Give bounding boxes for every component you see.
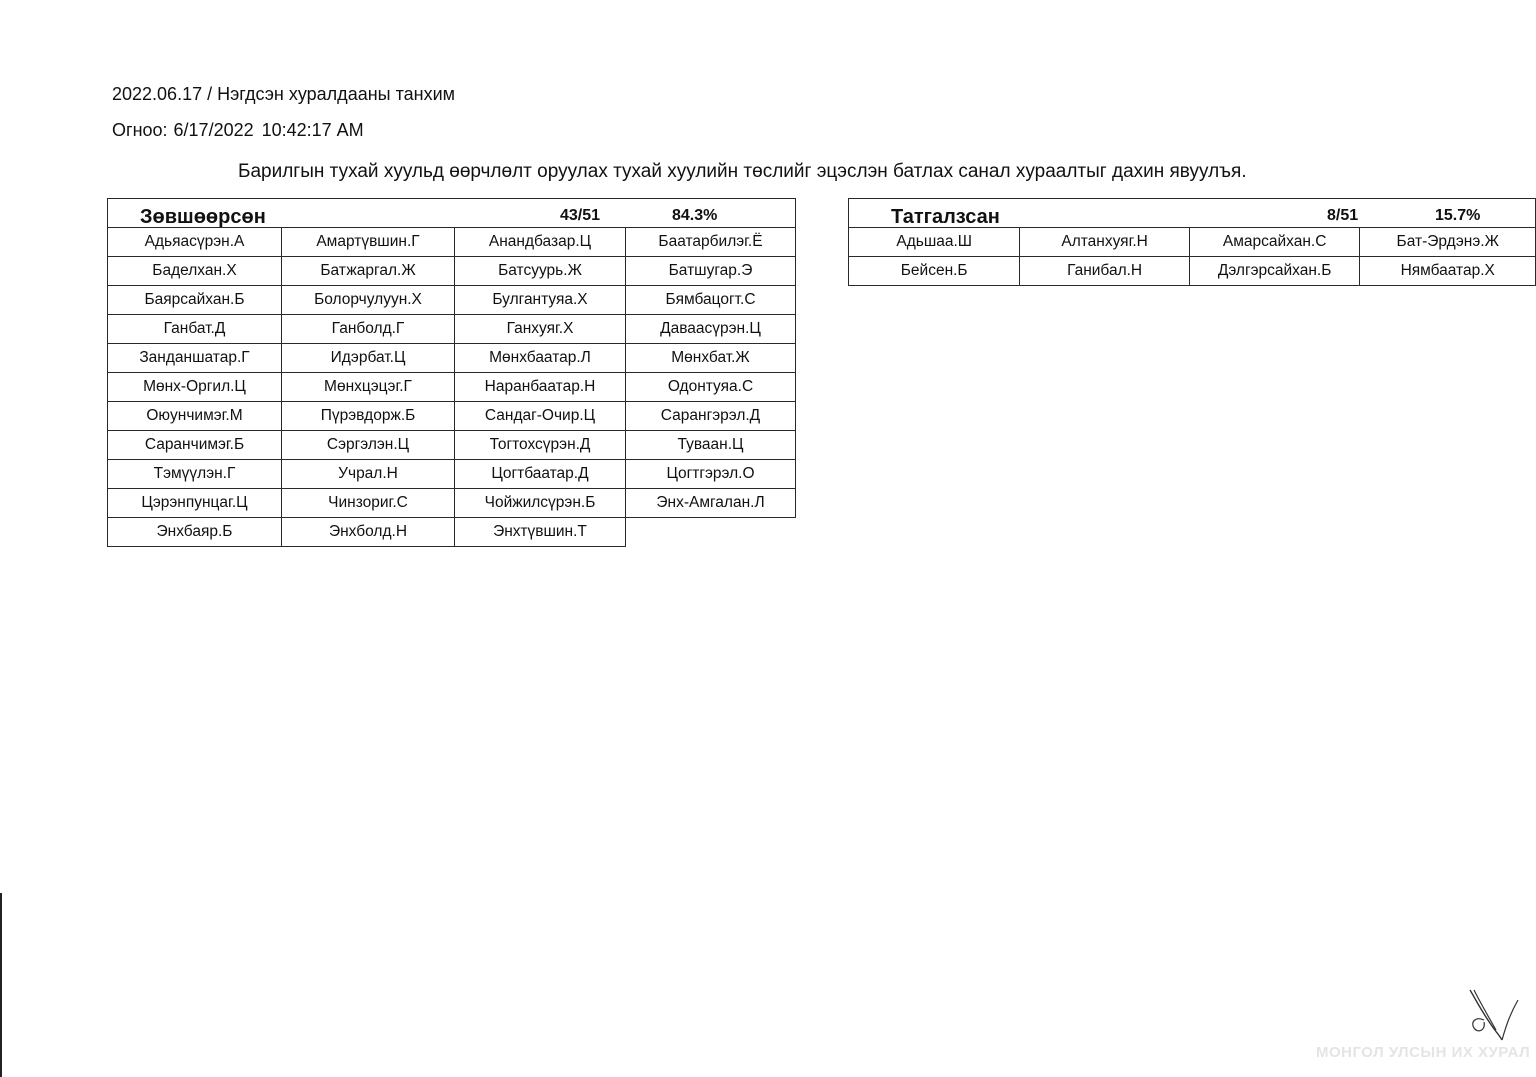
- approve-name-cell: Ганхуяг.Х: [455, 315, 626, 344]
- approve-name-cell: Тэмүүлэн.Г: [108, 460, 282, 489]
- approve-table: [107, 198, 796, 547]
- reject-name-cell: Алтанхуяг.Н: [1020, 228, 1189, 257]
- approve-name-cell: Идэрбат.Ц: [282, 344, 455, 373]
- approve-header-row: [108, 199, 796, 228]
- reject-row: [849, 257, 1536, 286]
- reject-header-row: [849, 199, 1536, 228]
- reject-name-cell: Ганибал.Н: [1020, 257, 1189, 286]
- approve-row: [108, 315, 796, 344]
- reject-table: [848, 198, 1536, 286]
- parliament-watermark: МОНГОЛ УЛСЫН ИХ ХУРАЛ: [1316, 1044, 1531, 1061]
- reject-row: [849, 228, 1536, 257]
- approve-name-cell: Энх-Амгалан.Л: [626, 489, 796, 518]
- approve-name-cell: Учрал.Н: [282, 460, 455, 489]
- reject-name-cell: Амарсайхан.С: [1189, 228, 1360, 257]
- approve-name-cell: Туваан.Ц: [626, 431, 796, 460]
- approve-name-cell: Сарангэрэл.Д: [626, 402, 796, 431]
- approve-name-cell: Пүрэвдорж.Б: [282, 402, 455, 431]
- approve-name-cell: Сандаг-Очир.Ц: [455, 402, 626, 431]
- approve-name-cell: Энхбаяр.Б: [108, 518, 282, 547]
- approve-name-cell: Чойжилсүрэн.Б: [455, 489, 626, 518]
- approve-name-cell: Цогтгэрэл.О: [626, 460, 796, 489]
- approve-name-cell: Баатарбилэг.Ё: [626, 228, 796, 257]
- approve-name-cell: Батшугар.Э: [626, 257, 796, 286]
- approve-row: [108, 228, 796, 257]
- approve-name-cell: Бямбацогт.С: [626, 286, 796, 315]
- approve-name-cell: Сэргэлэн.Ц: [282, 431, 455, 460]
- approve-name-cell: Батсуурь.Ж: [455, 257, 626, 286]
- approve-name-cell: Амартүвшин.Г: [282, 228, 455, 257]
- signature-icon: [1462, 986, 1522, 1046]
- time-value: 10:42:17 AM: [261, 120, 364, 140]
- date-value: 6/17/2022: [173, 120, 254, 140]
- approve-percent: 84.3%: [672, 207, 718, 224]
- approve-name-cell: Анандбазар.Ц: [455, 228, 626, 257]
- reject-name-cell: Нямбаатар.Х: [1360, 257, 1536, 286]
- approve-name-cell: Ганболд.Г: [282, 315, 455, 344]
- approve-row: [108, 344, 796, 373]
- approve-empty-cell: [626, 518, 796, 547]
- approve-name-cell: Энхтүвшин.Т: [455, 518, 626, 547]
- approve-row: [108, 286, 796, 315]
- approve-row: [108, 257, 796, 286]
- approve-row: [108, 373, 796, 402]
- approve-name-cell: Занданшатар.Г: [108, 344, 282, 373]
- approve-name-cell: Чинзориг.С: [282, 489, 455, 518]
- approve-name-cell: Цэрэнпунцаг.Ц: [108, 489, 282, 518]
- approve-name-cell: Адьяасүрэн.А: [108, 228, 282, 257]
- date-label: Огноо:: [112, 120, 168, 140]
- approve-count: 43/51: [560, 207, 601, 224]
- approve-row: [108, 518, 796, 547]
- reject-name-cell: Бейсен.Б: [849, 257, 1020, 286]
- approve-name-cell: Наранбаатар.Н: [455, 373, 626, 402]
- approve-row: [108, 489, 796, 518]
- approve-title: Зөвшөөрсөн: [140, 206, 266, 228]
- approve-name-cell: Мөнхбаатар.Л: [455, 344, 626, 373]
- reject-header: [849, 199, 1536, 228]
- motion-title: Барилгын тухай хуульд өөрчлөлт оруулах тухай хуулийн төслийг эцэслэн батлах санал хураалтыг дахин явуулъя.: [238, 161, 1247, 182]
- date-line: [112, 118, 364, 142]
- reject-name-cell: Бат-Эрдэнэ.Ж: [1360, 228, 1536, 257]
- approve-row: [108, 431, 796, 460]
- approve-name-cell: Батжаргал.Ж: [282, 257, 455, 286]
- approve-name-cell: Саранчимэг.Б: [108, 431, 282, 460]
- session-line: 2022.06.17 / Нэгдсэн хуралдааны танхим: [112, 84, 456, 104]
- approve-name-cell: Баярсайхан.Б: [108, 286, 282, 315]
- approve-row: [108, 402, 796, 431]
- approve-name-cell: Тогтохсүрэн.Д: [455, 431, 626, 460]
- approve-name-cell: Болорчулуун.Х: [282, 286, 455, 315]
- approve-header: [108, 199, 796, 228]
- approve-name-cell: Баделхан.Х: [108, 257, 282, 286]
- reject-percent: 15.7%: [1435, 207, 1481, 224]
- approve-name-cell: Булгантуяа.Х: [455, 286, 626, 315]
- approve-name-cell: Мөнхбат.Ж: [626, 344, 796, 373]
- scan-edge-line: [0, 893, 2, 1077]
- approve-name-cell: Даваасүрэн.Ц: [626, 315, 796, 344]
- approve-name-cell: Ганбат.Д: [108, 315, 282, 344]
- approve-name-cell: Одонтуяа.С: [626, 373, 796, 402]
- reject-name-cell: Адьшаа.Ш: [849, 228, 1020, 257]
- approve-name-cell: Цогтбаатар.Д: [455, 460, 626, 489]
- approve-name-cell: Мөнхцэцэг.Г: [282, 373, 455, 402]
- approve-name-cell: Оюунчимэг.М: [108, 402, 282, 431]
- approve-name-cell: Энхболд.Н: [282, 518, 455, 547]
- reject-count: 8/51: [1327, 207, 1359, 224]
- approve-name-cell: Мөнх-Оргил.Ц: [108, 373, 282, 402]
- approve-row: [108, 460, 796, 489]
- reject-name-cell: Дэлгэрсайхан.Б: [1189, 257, 1360, 286]
- reject-title: Татгалзсан: [891, 206, 1000, 228]
